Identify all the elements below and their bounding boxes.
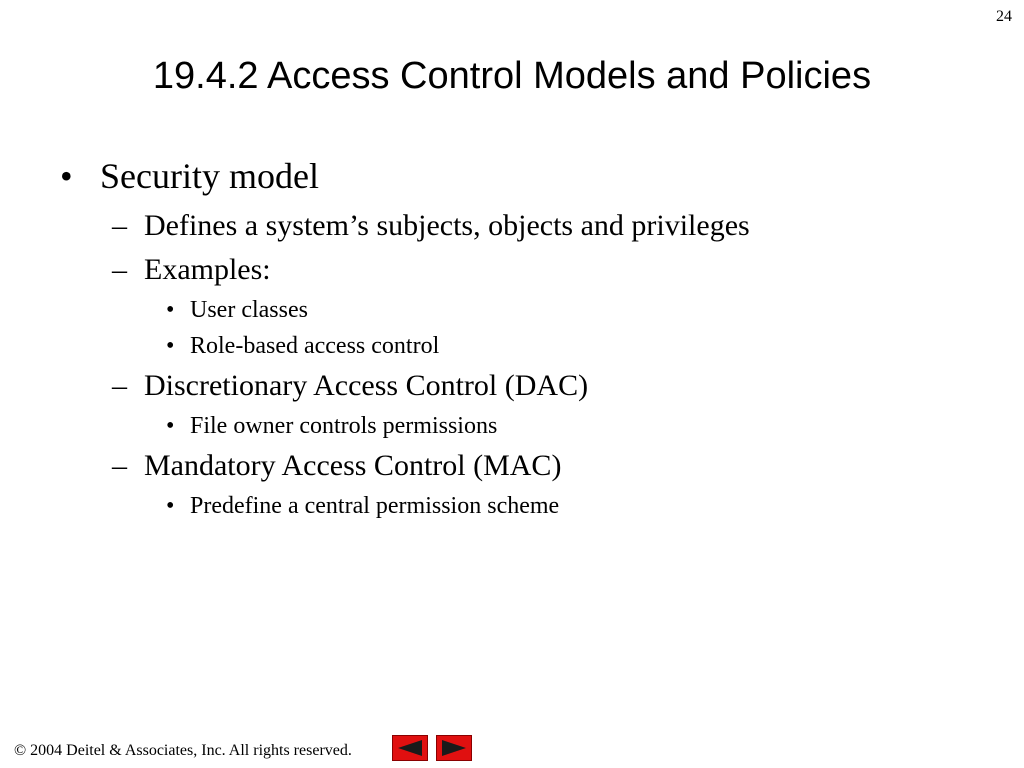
sub-sub-bullet-item: [60, 490, 980, 522]
sub-sub-bullet-text: User classes: [190, 297, 308, 323]
sub-bullet-text: Defines a system’s subjects, objects and privileges: [144, 209, 750, 242]
left-arrow-icon: [396, 739, 424, 757]
sub-bullet-text: Examples:: [144, 253, 271, 286]
slide-content: [60, 150, 980, 526]
sub-bullet-item: [60, 446, 980, 486]
dash-marker: –: [112, 253, 127, 286]
bullet-marker: •: [166, 297, 175, 323]
bullet-marker: •: [60, 156, 73, 196]
slide-title: 19.4.2 Access Control Models and Policies: [152, 55, 872, 97]
sub-sub-bullet-item: [60, 294, 980, 326]
sub-bullet-item: [60, 206, 980, 246]
dash-marker: –: [112, 449, 127, 482]
bullet-marker: •: [166, 493, 175, 519]
right-arrow-icon: [440, 739, 468, 757]
dash-marker: –: [112, 369, 127, 402]
next-slide-button[interactable]: [436, 735, 472, 761]
sub-bullet-text: Mandatory Access Control (MAC): [144, 449, 562, 482]
copyright-footer: © 2004 Deitel & Associates, Inc. All rights reserved.: [14, 742, 352, 759]
slide-number: 24: [996, 8, 1012, 25]
bullet-marker: •: [166, 413, 175, 439]
sub-sub-bullet-item: [60, 410, 980, 442]
bullet-marker: •: [166, 333, 175, 359]
sub-bullet-item: [60, 250, 980, 290]
bullet-text: Security model: [100, 156, 319, 196]
dash-marker: –: [112, 209, 127, 242]
sub-sub-bullet-text: Role-based access control: [190, 333, 440, 359]
slide-navigation: [392, 735, 472, 761]
previous-slide-button[interactable]: [392, 735, 428, 761]
sub-bullet-item: [60, 366, 980, 406]
bullet-item: [60, 150, 980, 202]
sub-bullet-text: Discretionary Access Control (DAC): [144, 369, 589, 402]
sub-sub-bullet-text: File owner controls permissions: [190, 413, 498, 439]
sub-sub-bullet-text: Predefine a central permission scheme: [190, 493, 560, 519]
sub-sub-bullet-item: [60, 330, 980, 362]
